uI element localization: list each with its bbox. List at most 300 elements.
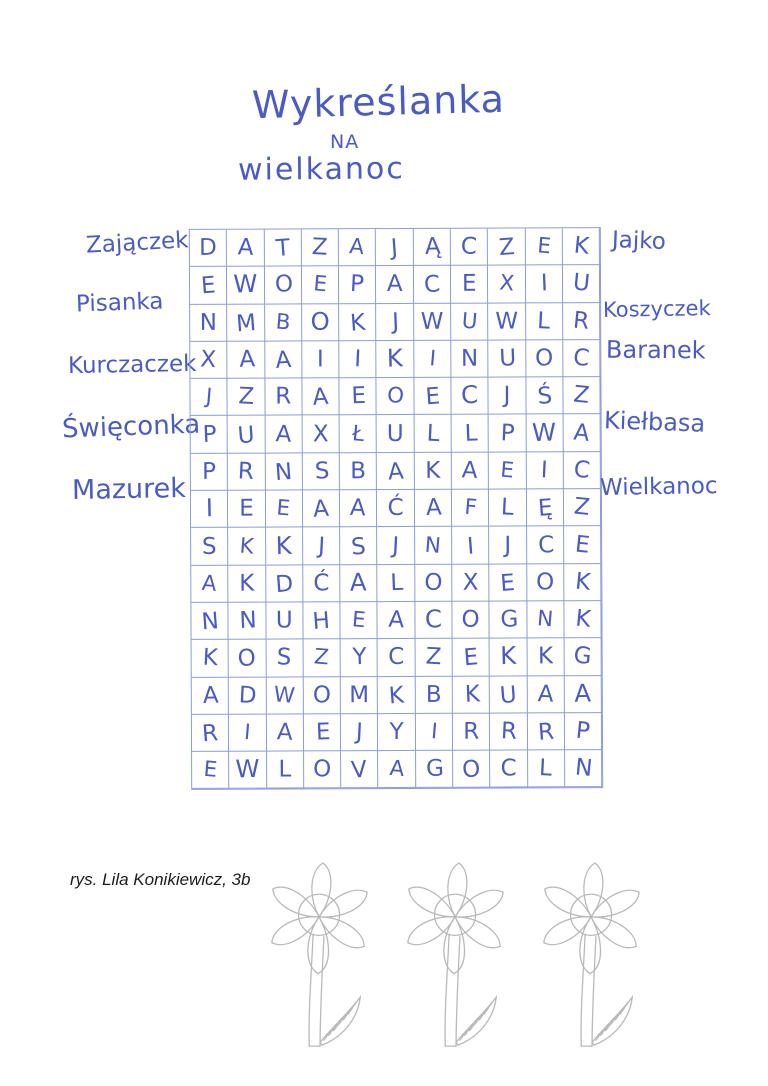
grid-cell bbox=[526, 415, 563, 452]
grid-cell bbox=[489, 490, 526, 527]
grid-cell bbox=[229, 640, 266, 677]
grid-cell bbox=[302, 229, 339, 266]
grid-cell bbox=[452, 415, 489, 452]
grid-cell bbox=[265, 453, 302, 490]
grid-letter: R bbox=[275, 383, 292, 410]
grid-cell bbox=[190, 304, 227, 341]
grid-cell bbox=[229, 752, 266, 789]
grid-letter: C bbox=[423, 271, 441, 299]
grid-cell bbox=[415, 639, 452, 676]
grid-cell bbox=[415, 602, 452, 639]
grid-letter: I bbox=[316, 346, 324, 373]
grid-cell bbox=[266, 528, 303, 565]
grid-letter: O bbox=[423, 569, 443, 597]
flower-leaf bbox=[320, 997, 360, 1045]
grid-cell bbox=[264, 229, 301, 266]
grid-cell bbox=[565, 750, 602, 787]
grid-cell bbox=[340, 490, 377, 527]
grid-cell bbox=[376, 229, 413, 266]
grid-cell bbox=[488, 228, 525, 265]
word-kurczaczek: Kurczaczek bbox=[67, 350, 197, 380]
grid-letter: H bbox=[312, 607, 332, 636]
grid-cell bbox=[416, 751, 453, 788]
grid-letter: K bbox=[463, 681, 481, 708]
grid-cell bbox=[565, 676, 602, 713]
word-mazurek: Mazurek bbox=[71, 473, 187, 506]
grid-letter: A bbox=[350, 569, 368, 597]
grid-cell bbox=[527, 527, 564, 564]
grid-cell bbox=[527, 639, 564, 676]
grid-cell bbox=[564, 526, 601, 563]
grid-cell bbox=[528, 750, 565, 787]
flower-icon bbox=[394, 856, 522, 1052]
grid-letter: P bbox=[349, 271, 365, 298]
grid-cell bbox=[302, 341, 339, 378]
grid-cell bbox=[265, 267, 302, 304]
grid-cell bbox=[453, 751, 490, 788]
grid-cell bbox=[192, 640, 229, 677]
grid-cell bbox=[339, 229, 376, 266]
grid-letter: A bbox=[238, 346, 256, 373]
grid-cell bbox=[563, 377, 600, 414]
grid-cell bbox=[228, 528, 265, 565]
grid-cell bbox=[415, 490, 452, 527]
grid-letter: O bbox=[536, 569, 555, 596]
grid-cell bbox=[377, 490, 414, 527]
grid-cell bbox=[192, 752, 229, 789]
grid-cell bbox=[416, 676, 453, 713]
grid-letter: E bbox=[239, 495, 254, 522]
grid-letter: K bbox=[573, 605, 592, 633]
grid-cell bbox=[565, 638, 602, 675]
grid-letter: K bbox=[573, 568, 592, 596]
grid-cell bbox=[191, 603, 228, 640]
grid-cell bbox=[451, 340, 488, 377]
grid-letter: C bbox=[572, 344, 591, 372]
grid-cell bbox=[341, 751, 378, 788]
grid-cell bbox=[490, 601, 527, 638]
grid-cell bbox=[452, 602, 489, 639]
grid-cell bbox=[377, 415, 414, 452]
grid-letter: X bbox=[312, 420, 329, 447]
grid-letter: J bbox=[504, 532, 512, 559]
grid-cell bbox=[266, 602, 303, 639]
grid-letter: R bbox=[463, 718, 480, 745]
word-baranek: Baranek bbox=[605, 335, 706, 365]
credit-line: rys. Lila Konikiewicz, 3b bbox=[70, 870, 251, 889]
grid-cell bbox=[563, 340, 600, 377]
grid-letter: A bbox=[311, 384, 330, 412]
word-swieconka: Święconka bbox=[61, 409, 201, 445]
grid-cell bbox=[228, 416, 265, 453]
grid-cell bbox=[453, 639, 490, 676]
grid-cell bbox=[414, 415, 451, 452]
grid-cell bbox=[452, 378, 489, 415]
word-koszyczek: Koszyczek bbox=[602, 296, 711, 322]
flower-petals bbox=[539, 862, 643, 973]
grid-cell bbox=[490, 564, 527, 601]
grid-letter: I bbox=[243, 720, 252, 745]
grid-cell bbox=[416, 714, 453, 751]
grid-cell bbox=[302, 304, 339, 341]
grid-cell bbox=[526, 377, 563, 414]
grid-letter: O bbox=[312, 756, 332, 784]
grid-letter: N bbox=[460, 345, 479, 372]
word-zajaczek: Zajączek bbox=[85, 227, 190, 259]
grid-letter: P bbox=[201, 458, 216, 485]
grid-letter: K bbox=[349, 309, 367, 337]
grid-letter: X bbox=[462, 569, 479, 596]
grid-letter: M bbox=[234, 309, 257, 338]
grid-letter: E bbox=[535, 233, 552, 260]
grid-letter: U bbox=[236, 421, 256, 449]
grid-cell bbox=[303, 565, 340, 602]
grid-letter: L bbox=[538, 755, 553, 782]
grid-letter: O bbox=[535, 345, 554, 372]
grid-cell bbox=[379, 751, 416, 788]
grid-cell bbox=[488, 303, 525, 340]
grid-cell bbox=[527, 601, 564, 638]
grid-letter: R bbox=[536, 718, 555, 746]
grid-letter: U bbox=[386, 420, 404, 447]
grid-cell bbox=[489, 340, 526, 377]
grid-letter: C bbox=[460, 233, 478, 261]
grid-cell bbox=[190, 230, 227, 267]
grid-cell bbox=[451, 229, 488, 266]
word-jajko: Jajko bbox=[611, 227, 667, 255]
grid-cell bbox=[303, 490, 340, 527]
grid-letter: X bbox=[199, 346, 217, 374]
grid-letter: A bbox=[349, 495, 367, 522]
grid-cell bbox=[191, 528, 228, 565]
grid-letter: J bbox=[503, 382, 511, 409]
grid-letter: A bbox=[386, 458, 405, 486]
grid-letter: J bbox=[390, 234, 399, 262]
grid-letter: E bbox=[202, 757, 219, 783]
grid-cell bbox=[378, 565, 415, 602]
grid-cell bbox=[303, 602, 340, 639]
grid-cell bbox=[228, 453, 265, 490]
word-pisanka: Pisanka bbox=[75, 288, 164, 318]
grid-letter: L bbox=[390, 569, 404, 597]
grid-letter: W bbox=[420, 308, 444, 335]
flower-leaf bbox=[456, 997, 496, 1045]
grid-cell bbox=[191, 491, 228, 528]
grid-cell bbox=[302, 267, 339, 304]
grid-cell bbox=[490, 639, 527, 676]
grid-letter: K bbox=[425, 457, 441, 484]
grid-letter: L bbox=[425, 420, 440, 447]
flower-icon bbox=[258, 856, 386, 1052]
grid-letter: E bbox=[499, 457, 516, 484]
grid-cell bbox=[341, 639, 378, 676]
grid-cell bbox=[452, 490, 489, 527]
grid-cell bbox=[228, 379, 265, 416]
grid-cell bbox=[267, 752, 304, 789]
grid-cell bbox=[303, 528, 340, 565]
grid-letter: Z bbox=[497, 234, 516, 262]
grid-cell bbox=[265, 379, 302, 416]
grid-cell bbox=[377, 341, 414, 378]
grid-letter: Ę bbox=[536, 495, 554, 523]
grid-letter: K bbox=[275, 532, 293, 560]
grid-letter: O bbox=[237, 645, 258, 673]
grid-letter: A bbox=[276, 719, 294, 746]
grid-letter: A bbox=[425, 494, 443, 522]
grid-letter: A bbox=[274, 346, 292, 375]
grid-letter: J bbox=[204, 384, 213, 410]
grid-letter: N bbox=[200, 608, 220, 636]
grid-cell bbox=[302, 416, 339, 453]
grid-cell bbox=[564, 564, 601, 601]
grid-letter: L bbox=[536, 307, 552, 335]
grid-cell bbox=[489, 452, 526, 489]
grid-letter: A bbox=[574, 679, 592, 708]
grid-cell bbox=[192, 677, 229, 714]
grid-letter: V bbox=[350, 756, 369, 785]
grid-letter: S bbox=[201, 533, 217, 560]
grid-letter: A bbox=[572, 419, 591, 447]
grid-cell bbox=[265, 304, 302, 341]
grid-cell bbox=[376, 266, 413, 303]
grid-letter: C bbox=[460, 382, 479, 410]
grid-letter: N bbox=[536, 606, 555, 633]
grid-letter: B bbox=[350, 458, 367, 485]
grid-letter: P bbox=[574, 717, 592, 745]
grid-letter: B bbox=[425, 681, 442, 708]
grid-cell bbox=[453, 676, 490, 713]
grid-cell bbox=[265, 341, 302, 378]
grid-letter: D bbox=[237, 681, 257, 709]
grid-letter: K bbox=[201, 644, 218, 672]
grid-letter: L bbox=[463, 420, 478, 447]
grid-letter: A bbox=[202, 682, 220, 709]
grid-letter: S bbox=[314, 457, 330, 485]
grid-cell bbox=[528, 713, 565, 750]
grid-letter: A bbox=[537, 680, 555, 708]
grid-letter: C bbox=[537, 531, 555, 559]
grid-letter: U bbox=[499, 681, 518, 709]
grid-letter: C bbox=[388, 644, 405, 671]
grid-letter: E bbox=[275, 496, 292, 522]
grid-cell bbox=[229, 565, 266, 602]
grid-letter: O bbox=[385, 383, 405, 410]
grid-cell bbox=[527, 676, 564, 713]
grid-cell bbox=[452, 564, 489, 601]
grid-cell bbox=[190, 267, 227, 304]
grid-letter: W bbox=[235, 755, 260, 784]
grid-letter: E bbox=[462, 644, 480, 672]
grid-letter: L bbox=[500, 494, 515, 522]
grid-letter: E bbox=[573, 531, 591, 559]
grid-letter: W bbox=[532, 418, 557, 448]
grid-cell bbox=[191, 454, 228, 491]
grid-letter: J bbox=[317, 532, 326, 559]
grid-cell bbox=[378, 602, 415, 639]
grid-letter: E bbox=[315, 719, 331, 746]
grid-letter: Y bbox=[389, 718, 404, 746]
grid-letter: P bbox=[499, 419, 515, 447]
grid-letter: I bbox=[466, 532, 475, 560]
grid-letter: G bbox=[572, 642, 593, 671]
grid-cell bbox=[228, 491, 265, 528]
grid-letter: Z bbox=[313, 645, 330, 671]
word-search-grid bbox=[189, 227, 604, 790]
flower-stem bbox=[445, 934, 460, 1046]
grid-letter: G bbox=[499, 606, 519, 633]
grid-letter: T bbox=[274, 235, 291, 263]
grid-letter: Z bbox=[572, 381, 591, 410]
grid-letter: I bbox=[353, 346, 362, 373]
grid-cell bbox=[340, 565, 377, 602]
grid-letter: N bbox=[238, 607, 258, 635]
grid-cell bbox=[565, 713, 602, 750]
grid-letter: U bbox=[571, 269, 591, 298]
grid-cell bbox=[229, 603, 266, 640]
grid-cell bbox=[526, 340, 563, 377]
grid-cell bbox=[341, 602, 378, 639]
grid-cell bbox=[378, 676, 415, 713]
grid-cell bbox=[415, 453, 452, 490]
grid-letter: E bbox=[351, 383, 367, 410]
grid-letter: K bbox=[537, 643, 554, 670]
grid-cell bbox=[451, 303, 488, 340]
grid-cell bbox=[378, 527, 415, 564]
grid-letter: B bbox=[274, 309, 292, 335]
grid-cell bbox=[190, 342, 227, 379]
grid-cell bbox=[340, 378, 377, 415]
grid-cell bbox=[490, 751, 527, 788]
grid-letter: S bbox=[276, 644, 293, 672]
grid-letter: O bbox=[274, 271, 294, 299]
grid-letter: K bbox=[572, 232, 590, 261]
grid-letter: A bbox=[387, 606, 405, 634]
grid-cell bbox=[228, 341, 265, 378]
word-wielkanoc: Wielkanoc bbox=[599, 472, 718, 502]
grid-cell bbox=[564, 489, 601, 526]
flower-stem bbox=[309, 934, 324, 1046]
title-line-na: NA bbox=[330, 131, 360, 153]
grid-letter: A bbox=[461, 457, 479, 484]
grid-cell bbox=[302, 378, 339, 415]
grid-letter: W bbox=[233, 271, 258, 300]
grid-cell bbox=[339, 341, 376, 378]
grid-cell bbox=[304, 714, 341, 751]
grid-letter: A bbox=[236, 234, 254, 262]
grid-cell bbox=[303, 453, 340, 490]
grid-cell bbox=[526, 303, 563, 340]
grid-letter: R bbox=[499, 718, 518, 745]
grid-letter: J bbox=[391, 308, 400, 335]
grid-letter: I bbox=[205, 495, 214, 523]
grid-cell bbox=[488, 266, 525, 303]
grid-letter: W bbox=[495, 308, 519, 335]
grid-letter: U bbox=[275, 607, 293, 634]
grid-letter: O bbox=[461, 756, 482, 784]
grid-cell bbox=[377, 304, 414, 341]
grid-cell bbox=[340, 527, 377, 564]
grid-cell bbox=[564, 415, 601, 452]
grid-letter: Z bbox=[237, 383, 255, 411]
grid-cell bbox=[414, 229, 451, 266]
grid-cell bbox=[266, 677, 303, 714]
grid-letter: O bbox=[310, 308, 331, 337]
grid-cell bbox=[452, 452, 489, 489]
grid-letter: Ś bbox=[536, 383, 553, 411]
grid-cell bbox=[341, 677, 378, 714]
grid-cell bbox=[304, 751, 341, 788]
grid-cell bbox=[525, 228, 562, 265]
grid-cell bbox=[191, 565, 228, 602]
grid-cell bbox=[266, 640, 303, 677]
grid-letter: C bbox=[500, 755, 517, 782]
grid-cell bbox=[526, 266, 563, 303]
grid-cell bbox=[229, 714, 266, 751]
grid-cell bbox=[304, 677, 341, 714]
grid-letter: D bbox=[274, 570, 294, 598]
grid-cell bbox=[415, 564, 452, 601]
grid-cell bbox=[414, 303, 451, 340]
grid-letter: Ł bbox=[351, 421, 365, 447]
grid-cell bbox=[377, 453, 414, 490]
grid-letter: I bbox=[540, 270, 549, 297]
grid-letter: K bbox=[386, 345, 404, 373]
grid-cell bbox=[526, 452, 563, 489]
grid-cell bbox=[563, 228, 600, 265]
grid-letter: Ć bbox=[387, 495, 404, 522]
grid-cell bbox=[415, 527, 452, 564]
grid-cell bbox=[378, 639, 415, 676]
grid-letter: A bbox=[386, 271, 403, 298]
grid-cell bbox=[414, 378, 451, 415]
grid-cell bbox=[414, 266, 451, 303]
grid-letter: C bbox=[572, 456, 592, 484]
grid-letter: I bbox=[429, 719, 439, 745]
flower-stem bbox=[581, 934, 596, 1046]
grid-letter: N bbox=[573, 754, 594, 783]
grid-cell bbox=[527, 564, 564, 601]
grid-cell bbox=[451, 266, 488, 303]
grid-letter: E bbox=[499, 569, 517, 597]
grid-cell bbox=[192, 715, 229, 752]
grid-letter: N bbox=[199, 309, 217, 336]
flower-petals bbox=[403, 862, 507, 973]
grid-letter: O bbox=[312, 681, 332, 709]
grid-cell bbox=[266, 565, 303, 602]
grid-letter: Ć bbox=[313, 570, 330, 597]
grid-letter: K bbox=[499, 642, 517, 671]
grid-cell bbox=[340, 453, 377, 490]
grid-letter: A bbox=[312, 495, 330, 524]
grid-cell bbox=[563, 265, 600, 302]
grid-cell bbox=[490, 713, 527, 750]
flower-drawings bbox=[258, 856, 658, 1056]
grid-cell bbox=[227, 267, 264, 304]
grid-letter: Y bbox=[352, 644, 368, 671]
grid-cell bbox=[414, 341, 451, 378]
grid-letter: E bbox=[200, 272, 217, 300]
grid-cell bbox=[227, 230, 264, 267]
grid-cell bbox=[377, 378, 414, 415]
grid-letter: A bbox=[274, 420, 292, 448]
grid-letter: I bbox=[428, 346, 437, 372]
grid-cell bbox=[564, 452, 601, 489]
grid-letter: Z bbox=[572, 493, 592, 522]
grid-letter: A bbox=[348, 234, 366, 260]
grid-cell bbox=[227, 304, 264, 341]
grid-cell bbox=[489, 527, 526, 564]
grid-letter: S bbox=[350, 533, 367, 561]
